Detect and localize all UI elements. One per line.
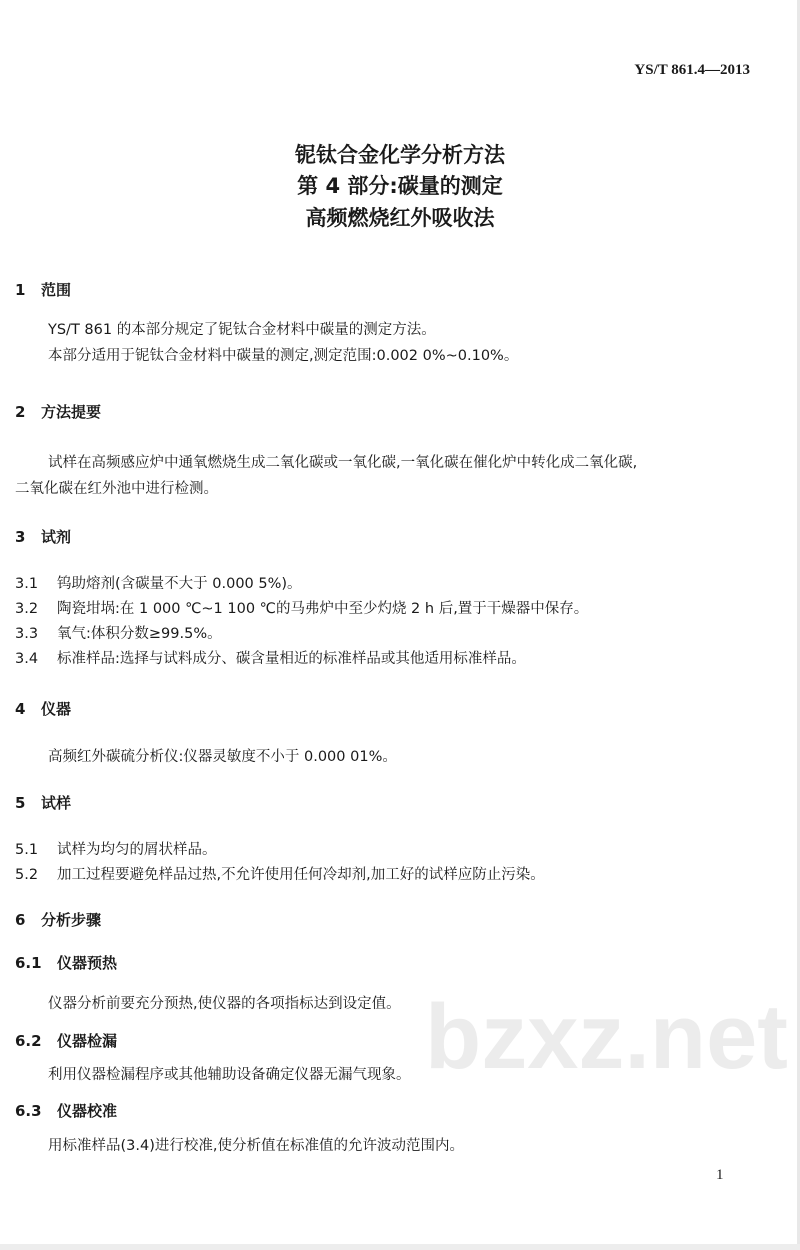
item-number: 3.4 [15, 651, 39, 667]
standard-code: YS/T 861.4—2013 [634, 62, 750, 78]
paragraph: 仪器分析前要充分预热,使仪器的各项指标达到设定值。 [48, 996, 401, 1012]
paragraph: 本部分适用于铌钛合金材料中碳量的测定,测定范围:0.002 0%~0.10%。 [48, 348, 519, 364]
section-title: 方法提要 [41, 403, 102, 421]
section-5-heading [15, 793, 71, 813]
item-text: 氧气:体积分数≥99.5%。 [57, 626, 222, 642]
title-line-1: 铌钛合金化学分析方法 [295, 143, 505, 167]
list-item [15, 865, 545, 885]
subsection-number: 6.1 [15, 954, 42, 972]
section-1-heading [15, 280, 71, 300]
list-item [15, 649, 526, 669]
item-number: 3.3 [15, 626, 39, 642]
page-number: 1 [716, 1167, 724, 1183]
item-text: 钨助熔剂(含碳量不大于 0.000 5%)。 [57, 576, 302, 592]
list-item [15, 624, 222, 644]
section-number: 2 [15, 403, 26, 421]
item-number: 3.2 [15, 601, 39, 617]
section-title: 试剂 [41, 528, 72, 546]
subsection-number: 6.2 [15, 1032, 42, 1050]
section-3-heading [15, 527, 71, 547]
subsection-title: 仪器校准 [57, 1102, 118, 1120]
paragraph: YS/T 861 的本部分规定了铌钛合金材料中碳量的测定方法。 [48, 322, 436, 338]
paragraph: 高频红外碳硫分析仪:仪器灵敏度不小于 0.000 01%。 [48, 749, 397, 765]
subsection-6-2-heading [15, 1031, 117, 1051]
title-line-3: 高频燃烧红外吸收法 [305, 206, 495, 230]
item-number: 3.1 [15, 576, 39, 592]
item-number: 5.2 [15, 867, 39, 883]
list-item [15, 574, 302, 594]
section-title: 范围 [41, 281, 72, 299]
watermark: bzxz.net [425, 986, 788, 1088]
section-title: 分析步骤 [41, 911, 102, 929]
section-title: 试样 [41, 794, 72, 812]
subsection-title: 仪器预热 [57, 954, 118, 972]
section-6-heading [15, 910, 101, 930]
paragraph: 利用仪器检漏程序或其他辅助设备确定仪器无漏气现象。 [48, 1067, 411, 1083]
section-number: 4 [15, 700, 26, 718]
title-line-2: 第 4 部分:碳量的测定 [297, 174, 503, 198]
section-number: 6 [15, 911, 26, 929]
page-bottom-edge [0, 1244, 800, 1250]
paragraph: 用标准样品(3.4)进行校准,使分析值在标准值的允许波动范围内。 [48, 1138, 464, 1154]
paragraph: 二氧化碳在红外池中进行检测。 [15, 481, 218, 497]
subsection-number: 6.3 [15, 1102, 42, 1120]
section-4-heading [15, 699, 71, 719]
paragraph: 试样在高频感应炉中通氧燃烧生成二氧化碳或一氧化碳,一氧化碳在催化炉中转化成二氧化碳, [48, 455, 638, 471]
section-2-heading [15, 402, 101, 422]
section-number: 5 [15, 794, 26, 812]
list-item [15, 840, 217, 860]
subsection-6-3-heading [15, 1101, 117, 1121]
subsection-title: 仪器检漏 [57, 1032, 118, 1050]
item-text: 陶瓷坩埚:在 1 000 ℃~1 100 ℃的马弗炉中至少灼烧 2 h 后,置于干燥器中保存。 [57, 601, 589, 617]
item-text: 试样为均匀的屑状样品。 [57, 842, 217, 858]
section-number: 3 [15, 528, 26, 546]
section-number: 1 [15, 281, 26, 299]
section-title: 仪器 [41, 700, 72, 718]
item-text: 标准样品:选择与试料成分、碳含量相近的标准样品或其他适用标准样品。 [57, 651, 526, 667]
subsection-6-1-heading [15, 953, 117, 973]
item-text: 加工过程要避免样品过热,不允许使用任何冷却剂,加工好的试样应防止污染。 [57, 867, 545, 883]
list-item [15, 599, 588, 619]
item-number: 5.1 [15, 842, 39, 858]
